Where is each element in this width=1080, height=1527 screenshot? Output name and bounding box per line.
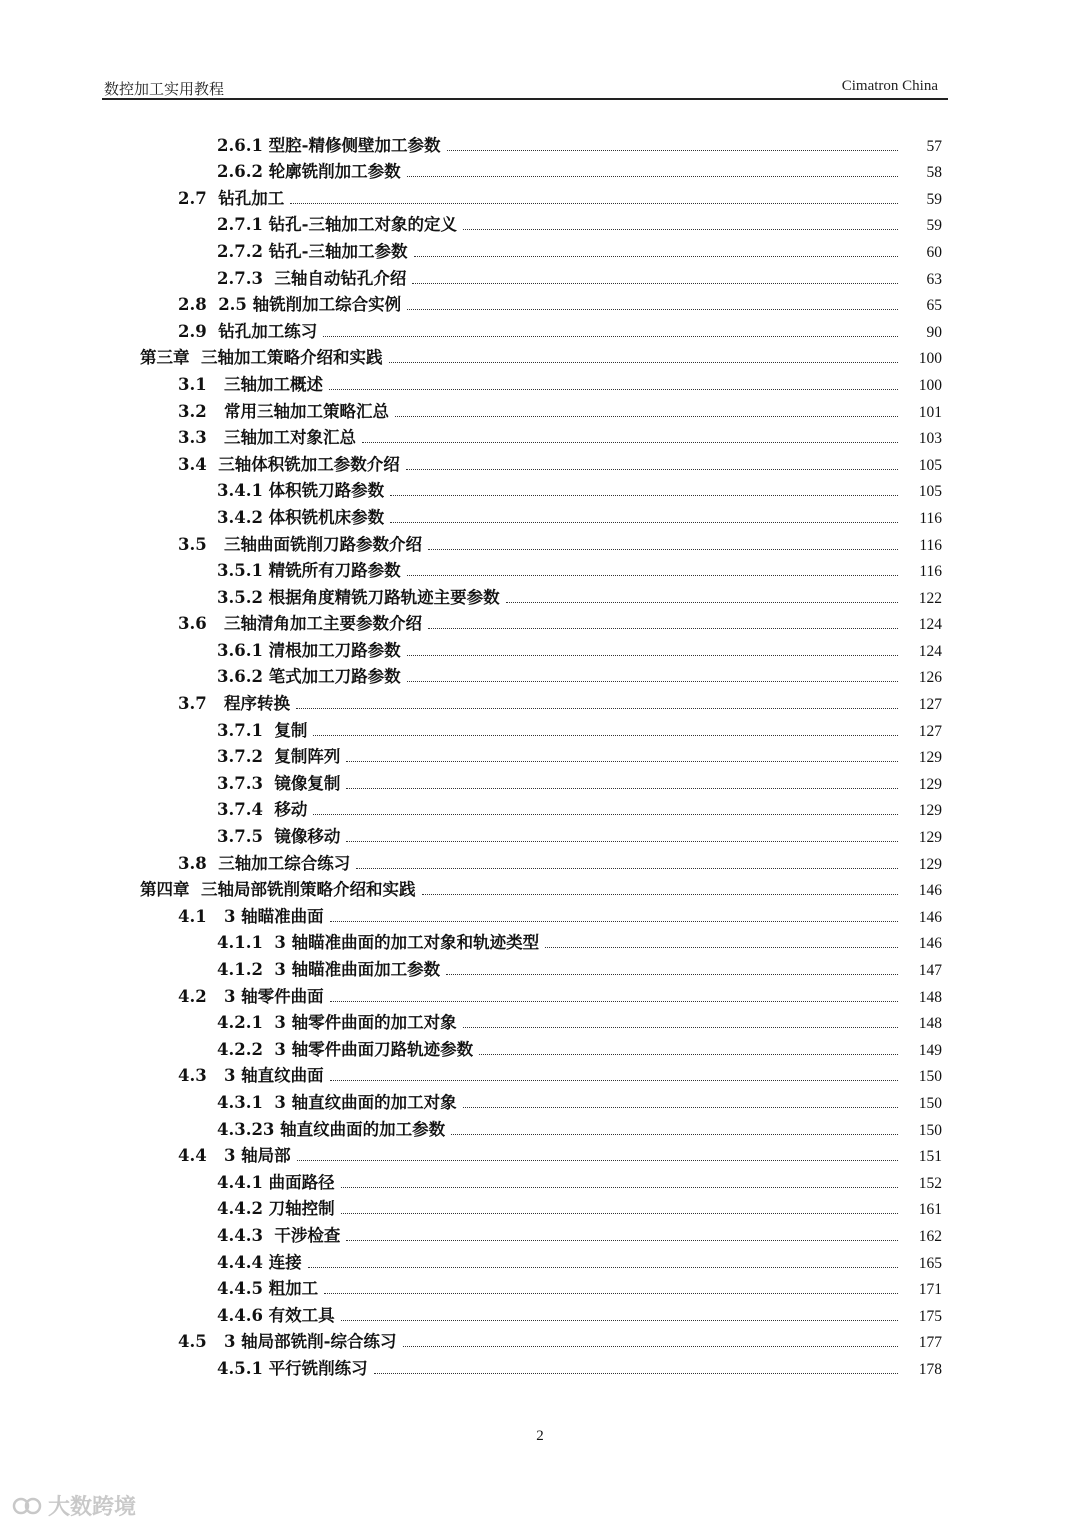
toc-entry-label: 4.2 3 轴零件曲面 (178, 986, 324, 1006)
toc-entry-page: 116 (919, 536, 942, 554)
toc-entry-page: 177 (918, 1334, 942, 1352)
toc-leader-dots (341, 1320, 898, 1321)
toc-entry-label: 3.6.1 清根加工刀路参数 (217, 640, 401, 660)
toc-entry-label: 3.7.1 复制 (217, 720, 308, 740)
toc-leader-dots (407, 575, 898, 576)
toc-leader-dots (313, 814, 898, 815)
toc-entry-page: 162 (918, 1227, 942, 1245)
toc-entry-page: 147 (918, 962, 942, 979)
toc-entry-label: 4.1.2 3 轴瞄准曲面加工参数 (217, 960, 441, 979)
toc-entry[interactable] (0, 317, 1080, 344)
toc-entry[interactable] (0, 557, 1080, 584)
toc-entry-page: 59 (926, 190, 942, 208)
toc-leader-dots (446, 974, 898, 975)
toc-leader-dots (407, 655, 898, 656)
header-title: 数控加工实用教程 (104, 80, 225, 98)
toc-entry-page: 60 (926, 243, 942, 261)
toc-entry[interactable] (0, 264, 1080, 291)
toc-entry[interactable] (0, 158, 1080, 185)
toc-entry[interactable] (0, 503, 1080, 530)
toc-leader-dots (463, 229, 898, 230)
toc-entry[interactable] (0, 1195, 1080, 1222)
toc-entry-page: 57 (926, 137, 942, 155)
toc-entry-label: 4.1 3 轴瞄准曲面 (178, 906, 324, 926)
toc-leader-dots (414, 256, 898, 257)
toc-entry-label: 2.6.1 型腔-精修侧壁加工参数 (217, 135, 441, 155)
toc-leader-dots (403, 1346, 898, 1347)
toc-leader-dots (407, 681, 898, 682)
toc-leader-dots (506, 602, 898, 603)
toc-entry[interactable] (0, 743, 1080, 770)
toc-entry-page: 127 (918, 696, 942, 714)
toc-entry[interactable] (0, 849, 1080, 876)
toc-entry-page: 165 (918, 1254, 942, 1272)
toc-entry[interactable] (0, 1275, 1080, 1302)
toc-leader-dots (422, 894, 899, 895)
toc-entry[interactable] (0, 1088, 1080, 1115)
toc-entry-label: 2.6.2 轮廓铣削加工参数 (217, 162, 401, 182)
toc-leader-dots (447, 150, 898, 151)
toc-entry-label: 3.1 三轴加工概述 (178, 374, 323, 394)
header-brand: Cimatron China (841, 78, 938, 94)
toc-entry-page: 126 (918, 669, 942, 687)
toc-entry-label: 2.8 2.5 轴铣削加工综合实例 (178, 295, 402, 315)
toc-entry-label: 2.9 钻孔加工练习 (178, 321, 318, 341)
toc-leader-dots (451, 1134, 898, 1135)
toc-entry-label: 3.4.1 体积铣刀路参数 (217, 481, 385, 501)
toc-entry-page: 151 (918, 1148, 942, 1166)
page-header (102, 76, 948, 100)
toc-entry[interactable] (0, 397, 1080, 424)
logo-icon (12, 1495, 42, 1517)
toc-entry[interactable] (0, 291, 1080, 318)
toc-entry-page: 105 (918, 483, 942, 501)
toc-entry-page: 65 (926, 297, 942, 315)
toc-entry[interactable] (0, 1062, 1080, 1089)
toc-entry-label: 3.5.2 根据角度精铣刀路轨迹主要参数 (217, 587, 500, 607)
toc-leader-dots (329, 389, 898, 390)
toc-entry[interactable] (0, 822, 1080, 849)
toc-entry-page: 124 (918, 616, 942, 634)
toc-entry-label: 3.7.3 镜像复制 (217, 773, 341, 793)
toc-leader-dots (395, 416, 898, 417)
toc-entry-label: 4.4.4 连接 (217, 1252, 302, 1272)
toc-entry-label: 4.2.2 3 轴零件曲面刀路轨迹参数 (217, 1039, 474, 1059)
toc-entry[interactable] (0, 1248, 1080, 1275)
toc-leader-dots (296, 708, 898, 709)
toc-entry-page: 150 (918, 1121, 942, 1139)
toc-leader-dots (407, 176, 898, 177)
watermark-text: 大数跨境 (48, 1495, 137, 1520)
toc-entry-label: 3.8 三轴加工综合练习 (178, 853, 351, 873)
toc-entry-label: 2.7.2 钻孔-三轴加工参数 (217, 241, 408, 261)
toc-entry[interactable] (0, 530, 1080, 557)
toc-entry-label: 2.7 钻孔加工 (178, 188, 285, 208)
toc-entry-label: 2.7.1 钻孔-三轴加工对象的定义 (217, 215, 458, 235)
toc-entry[interactable] (0, 663, 1080, 690)
toc-entry-page: 129 (918, 829, 942, 847)
toc-entry-page: 129 (918, 855, 942, 873)
toc-entry-page: 152 (918, 1174, 942, 1192)
toc-entry[interactable] (0, 1168, 1080, 1195)
toc-entry[interactable] (0, 450, 1080, 477)
toc-entry-page: 178 (918, 1360, 942, 1378)
toc-entry-label: 4.4.2 刀轴控制 (217, 1199, 335, 1219)
toc-entry[interactable] (0, 1035, 1080, 1062)
toc-entry[interactable] (0, 796, 1080, 823)
toc-entry-page: 175 (918, 1307, 942, 1325)
toc-entry[interactable] (0, 1115, 1080, 1142)
toc-entry[interactable] (0, 636, 1080, 663)
toc-entry-label: 4.1.1 3 轴瞄准曲面的加工对象和轨迹类型 (217, 933, 540, 953)
toc-leader-dots (374, 1373, 898, 1374)
toc-entry[interactable] (0, 769, 1080, 796)
toc-entry-page: 129 (918, 802, 942, 820)
toc-entry-label: 第三章 三轴加工策略介绍和实践 (140, 348, 383, 368)
toc-entry-label: 4.4.3 干涉检查 (217, 1225, 341, 1245)
toc-entry[interactable] (0, 424, 1080, 451)
toc-entry-page: 100 (918, 350, 942, 368)
toc-entry-label: 3.7 程序转换 (178, 694, 290, 714)
toc-leader-dots (479, 1054, 898, 1055)
toc-leader-dots (428, 628, 898, 629)
toc-leader-dots (356, 868, 898, 869)
toc-entry-label: 3.5.1 精铣所有刀路参数 (217, 561, 401, 581)
toc-entry[interactable] (0, 955, 1080, 982)
toc-leader-dots (545, 947, 898, 948)
toc-leader-dots (412, 283, 898, 284)
page-number: 2 (536, 1428, 544, 1444)
toc-entry-page: 161 (918, 1201, 942, 1219)
toc-entry-label: 4.2.1 3 轴零件曲面的加工对象 (217, 1013, 457, 1033)
toc-entry-page: 150 (918, 1094, 942, 1112)
toc-entry[interactable] (0, 1221, 1080, 1248)
toc-entry-page: 146 (918, 882, 942, 900)
toc-entry-label: 3.7.2 复制阵列 (217, 747, 341, 767)
toc-entry-page: 148 (918, 1015, 942, 1033)
toc-entry-label: 2.7.3 三轴自动钻孔介绍 (217, 268, 407, 288)
toc-entry[interactable] (0, 1009, 1080, 1036)
toc-leader-dots (341, 1187, 898, 1188)
toc-entry[interactable] (0, 876, 1080, 903)
table-of-contents (0, 131, 1080, 1381)
toc-entry[interactable] (0, 370, 1080, 397)
toc-entry-page: 150 (918, 1068, 942, 1086)
toc-entry-page: 103 (918, 430, 942, 448)
watermark (12, 1490, 136, 1521)
toc-entry-page: 116 (919, 509, 942, 527)
toc-entry-page: 59 (926, 217, 942, 235)
toc-leader-dots (313, 735, 898, 736)
toc-entry-label: 3.5 三轴曲面铣削刀路参数介绍 (178, 534, 422, 554)
toc-entry[interactable] (0, 689, 1080, 716)
toc-entry-label: 4.3.1 3 轴直纹曲面的加工对象 (217, 1092, 457, 1112)
toc-entry-label: 4.3 3 轴直纹曲面 (178, 1066, 324, 1086)
toc-leader-dots (346, 841, 898, 842)
toc-entry-label: 3.6.2 笔式加工刀路参数 (217, 667, 401, 687)
toc-entry-page: 129 (918, 775, 942, 793)
toc-leader-dots (390, 495, 898, 496)
toc-entry[interactable] (0, 184, 1080, 211)
toc-entry-label: 4.4.5 粗加工 (217, 1279, 319, 1299)
toc-entry-label: 4.5.1 平行铣削练习 (217, 1358, 368, 1378)
toc-entry-page: 58 (926, 164, 942, 182)
toc-entry-page: 101 (918, 403, 942, 421)
toc-leader-dots (346, 788, 898, 789)
toc-leader-dots (428, 549, 898, 550)
toc-entry-page: 124 (918, 642, 942, 660)
toc-leader-dots (346, 761, 898, 762)
toc-entry[interactable] (0, 583, 1080, 610)
toc-entry[interactable] (0, 1142, 1080, 1169)
toc-leader-dots (330, 921, 898, 922)
toc-entry[interactable] (0, 131, 1080, 158)
toc-entry-label: 4.3.23 轴直纹曲面的加工参数 (217, 1119, 446, 1139)
toc-entry-page: 116 (919, 563, 942, 581)
toc-leader-dots (390, 522, 898, 523)
toc-entry-page: 100 (918, 376, 942, 394)
toc-entry-page: 122 (918, 589, 942, 607)
toc-entry-label: 4.4.1 曲面路径 (217, 1172, 335, 1192)
toc-leader-dots (324, 1293, 898, 1294)
toc-entry[interactable] (0, 610, 1080, 637)
toc-entry-label: 4.4 3 轴局部 (178, 1146, 291, 1166)
toc-entry[interactable] (0, 237, 1080, 264)
toc-entry-label: 3.4.2 体积铣机床参数 (217, 507, 385, 527)
toc-entry-page: 63 (926, 270, 942, 288)
toc-entry-page: 129 (918, 749, 942, 767)
toc-entry-label: 3.2 常用三轴加工策略汇总 (178, 401, 389, 421)
toc-leader-dots (362, 442, 898, 443)
toc-leader-dots (407, 309, 898, 310)
toc-leader-dots (341, 1213, 898, 1214)
toc-entry-label: 3.7.4 移动 (217, 800, 308, 820)
toc-entry-label: 第四章 三轴局部铣削策略介绍和实践 (140, 880, 416, 900)
toc-entry[interactable] (0, 211, 1080, 238)
toc-entry-page: 127 (918, 722, 942, 740)
toc-leader-dots (308, 1267, 898, 1268)
toc-leader-dots (290, 203, 898, 204)
toc-leader-dots (406, 469, 898, 470)
toc-entry[interactable] (0, 344, 1080, 371)
toc-entry-page: 146 (918, 908, 942, 926)
toc-entry-label: 3.4 三轴体积铣加工参数介绍 (178, 454, 400, 474)
toc-leader-dots (463, 1027, 898, 1028)
toc-entry[interactable] (0, 982, 1080, 1009)
toc-entry-page: 171 (918, 1281, 942, 1299)
toc-entry[interactable] (0, 1354, 1080, 1381)
toc-entry-label: 3.6 三轴清角加工主要参数介绍 (178, 614, 422, 634)
toc-entry[interactable] (0, 1301, 1080, 1328)
toc-entry[interactable] (0, 929, 1080, 956)
toc-entry-label: 3.7.5 镜像移动 (217, 827, 341, 847)
toc-leader-dots (297, 1160, 898, 1161)
toc-entry-page: 146 (918, 935, 942, 953)
toc-entry[interactable] (0, 716, 1080, 743)
toc-leader-dots (463, 1107, 898, 1108)
toc-entry-label: 4.4.6 有效工具 (217, 1305, 335, 1325)
toc-leader-dots (389, 362, 899, 363)
toc-leader-dots (330, 1001, 898, 1002)
toc-entry[interactable] (0, 1328, 1080, 1355)
toc-entry-page: 149 (918, 1041, 942, 1059)
toc-entry[interactable] (0, 902, 1080, 929)
toc-entry-page: 105 (918, 456, 942, 474)
toc-entry-page: 148 (918, 988, 942, 1006)
toc-entry-label: 4.5 3 轴局部铣削-综合练习 (178, 1332, 397, 1352)
toc-entry-label: 3.3 三轴加工对象汇总 (178, 428, 356, 448)
toc-entry-page: 90 (926, 323, 942, 341)
toc-leader-dots (346, 1240, 898, 1241)
toc-entry[interactable] (0, 477, 1080, 504)
toc-leader-dots (323, 336, 898, 337)
toc-leader-dots (330, 1080, 898, 1081)
